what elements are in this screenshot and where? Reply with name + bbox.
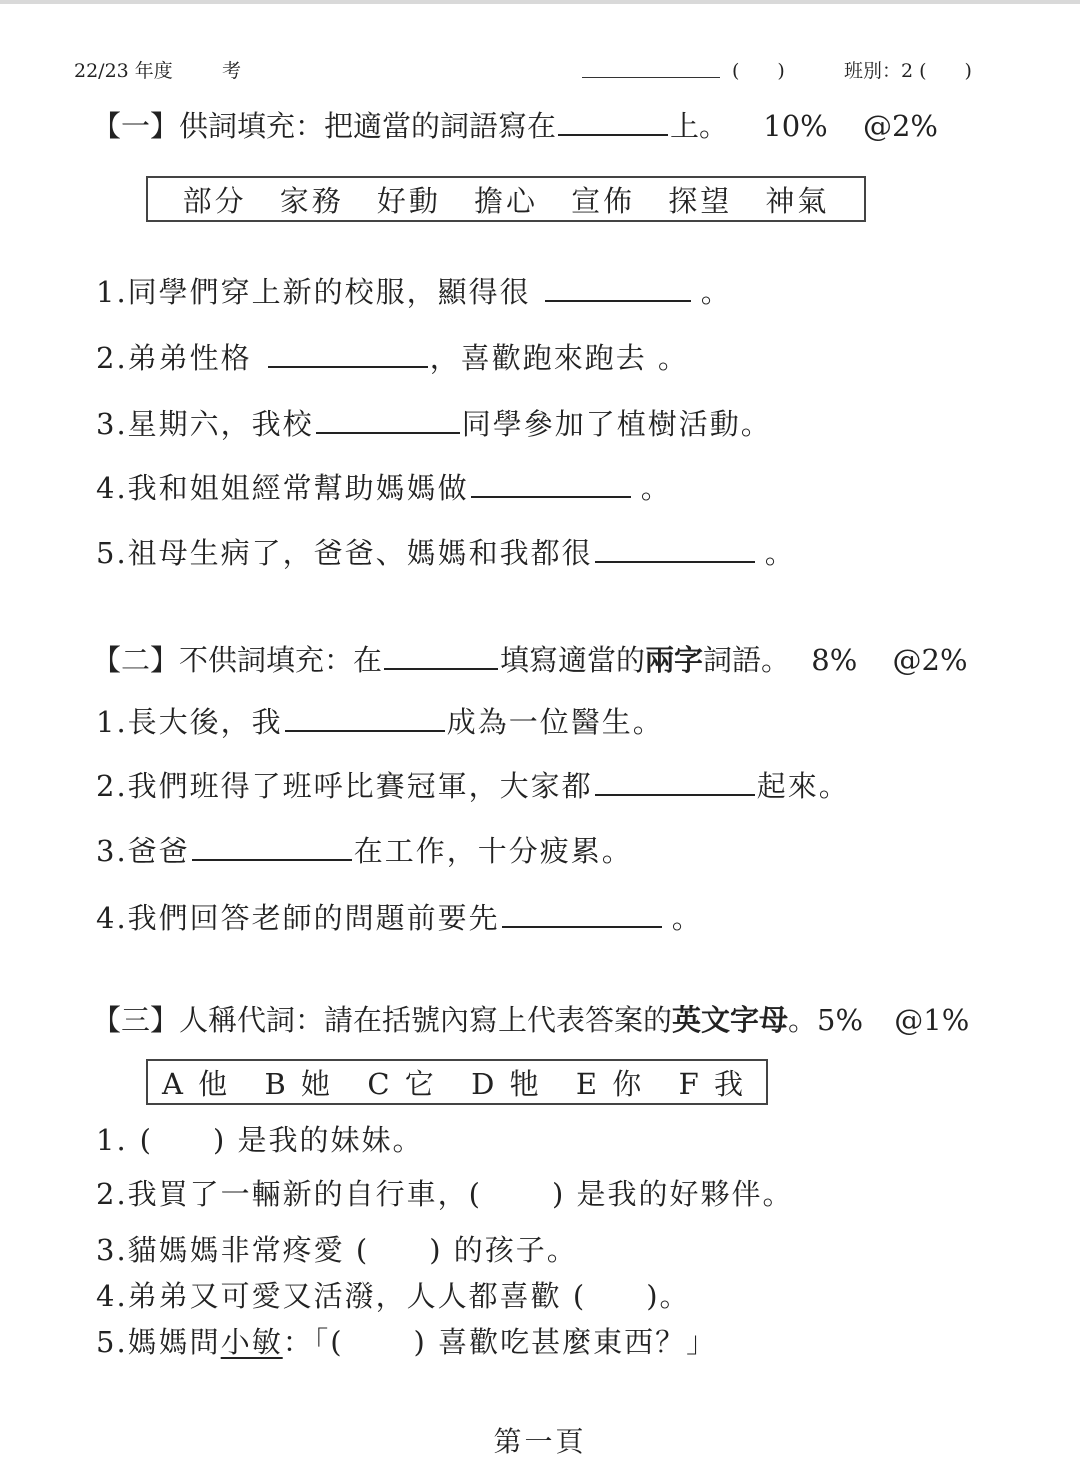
question-text: 長大後，我 <box>127 705 283 739</box>
question-text: 起來。 <box>756 769 850 803</box>
school-year: 22/23 年度 <box>74 60 173 82</box>
pronoun-option: E 你 <box>575 1066 645 1101</box>
s2-question-4 <box>96 896 703 937</box>
word-bank-item: 擔心 <box>473 183 538 218</box>
s2-question-1 <box>96 700 664 741</box>
question-number: 4. <box>96 1279 128 1313</box>
section3-title: 【三】人稱代詞：請在括號內寫上代表答案的 <box>92 1003 673 1037</box>
answer-blank[interactable] <box>595 768 755 796</box>
question-text: 。 <box>640 471 672 505</box>
exam-label: 考 <box>222 60 242 82</box>
question-text: 。 <box>764 536 796 570</box>
question-number: 3. <box>96 834 128 868</box>
section3-score: 5% <box>817 1003 864 1037</box>
section2-title-bold: 兩字 <box>645 643 704 677</box>
page-number: 第一頁 <box>493 1425 587 1458</box>
s3-question-4 <box>96 1274 691 1315</box>
question-text: ，喜歡跑來跑去 。 <box>429 341 689 375</box>
section2-each: @2% <box>892 643 968 677</box>
s2-question-3 <box>96 829 633 870</box>
question-text: 成為一位醫生。 <box>446 705 664 739</box>
word-bank-item: 好動 <box>376 183 441 218</box>
word-bank-item: 家務 <box>279 183 344 218</box>
scan-edge <box>0 0 1080 4</box>
question-number: 2. <box>96 1177 128 1211</box>
section3-title-end: 。 <box>788 1003 818 1037</box>
s3-question-1 <box>96 1118 424 1159</box>
question-number: 5. <box>96 536 128 570</box>
question-text: 弟弟性格 <box>127 341 252 375</box>
question-text: 同學們穿上新的校服，顯得很 <box>127 275 531 309</box>
section3-each: @1% <box>894 1003 970 1037</box>
section2-title-line <box>92 638 968 679</box>
question-number: 3. <box>96 1233 128 1267</box>
pronoun-options <box>146 1059 768 1105</box>
question-text: 我和姐姐經常幫助媽媽做 <box>127 471 469 505</box>
question-text: 我們班得了班呼比賽冠軍，大家都 <box>127 769 593 803</box>
section2-title: 【二】不供詞填充：在 <box>92 643 383 677</box>
s1-question-1 <box>96 270 732 311</box>
answer-blank[interactable] <box>545 274 691 302</box>
pronoun-option: A 他 <box>162 1066 231 1101</box>
section1-title-line <box>92 104 938 145</box>
s1-question-4 <box>96 466 672 507</box>
section3-title-line <box>92 998 969 1039</box>
section1-score: 10% <box>763 109 828 143</box>
pronoun-option: F 我 <box>678 1066 746 1101</box>
pronoun-option: D 牠 <box>471 1066 542 1101</box>
s1-question-3 <box>96 402 772 443</box>
question-number: 2. <box>96 769 128 803</box>
question-text: 祖母生病了，爸爸、媽媽和我都很 <box>127 536 593 570</box>
question-text: 爸爸 <box>127 834 190 868</box>
question-text: 同學參加了植樹活動。 <box>461 407 772 441</box>
pronoun-option: B 她 <box>264 1066 334 1101</box>
answer-blank[interactable] <box>285 704 445 732</box>
word-bank-item: 部分 <box>182 183 247 218</box>
answer-blank[interactable] <box>471 470 631 498</box>
section3-title-bold: 英文字母 <box>672 1003 789 1037</box>
answer-blank[interactable] <box>502 900 662 928</box>
word-bank <box>146 176 866 222</box>
question-text: ) 是我的好夥伴。 <box>552 1177 794 1211</box>
question-text: 貓媽媽非常疼愛 ( <box>127 1233 370 1267</box>
question-number: 1. <box>96 275 128 309</box>
question-number: 1. <box>96 705 128 739</box>
name-blank[interactable] <box>582 59 720 78</box>
question-text: 媽媽問 <box>127 1325 221 1359</box>
answer-blank[interactable] <box>192 833 352 861</box>
section2-score: 8% <box>811 643 858 677</box>
class-number-paren: ( ) <box>732 60 785 82</box>
question-text: 在工作，十分疲累。 <box>353 834 633 868</box>
name-field[interactable] <box>582 56 720 78</box>
s3-question-2 <box>96 1172 794 1213</box>
word-bank-item: 宣佈 <box>571 183 636 218</box>
question-text: ) 的孩子。 <box>429 1233 578 1267</box>
question-number: 5. <box>96 1325 128 1359</box>
question-text: 。 <box>700 275 732 309</box>
question-number: 3. <box>96 407 128 441</box>
answer-blank[interactable] <box>595 535 755 563</box>
question-text: )。 <box>646 1279 691 1313</box>
section1-title: 【一】供詞填充：把適當的詞語寫在 <box>92 109 557 143</box>
section1-title-end: 上。 <box>670 109 729 143</box>
section1-each: @2% <box>862 109 938 143</box>
s2-question-2 <box>96 764 850 805</box>
question-text: ) 是我的妹妹。 <box>213 1123 424 1157</box>
s1-question-2 <box>96 336 689 377</box>
question-number: 2. <box>96 341 128 375</box>
section2-title-mid: 填寫適當的 <box>500 643 646 677</box>
question-number: 4. <box>96 471 128 505</box>
question-text: ) 喜歡吃甚麼東西？」 <box>413 1325 718 1359</box>
question-number: 1. <box>96 1123 128 1157</box>
person-name: 小敏 <box>220 1325 283 1359</box>
word-bank-item: 神氣 <box>765 183 830 218</box>
section2-title-end: 詞語。 <box>703 643 791 677</box>
answer-blank[interactable] <box>268 340 428 368</box>
question-text: 我買了一輛新的自行車，( <box>127 1177 482 1211</box>
question-number: 4. <box>96 901 128 935</box>
question-text: ( <box>139 1123 153 1157</box>
question-text: 星期六，我校 <box>127 407 314 441</box>
question-text: 。 <box>671 901 703 935</box>
s3-question-3 <box>96 1228 578 1269</box>
s1-question-5 <box>96 531 796 572</box>
s3-question-5 <box>96 1320 717 1361</box>
word-bank-item: 探望 <box>668 183 733 218</box>
pronoun-option: C 它 <box>367 1066 437 1101</box>
question-text: 我們回答老師的問題前要先 <box>127 901 500 935</box>
question-text: ：「( <box>282 1325 344 1359</box>
question-text: 弟弟又可愛又活潑，人人都喜歡 ( <box>127 1279 587 1313</box>
section1-title-blank <box>558 108 668 136</box>
class-label: 班別：2 ( ) <box>844 60 972 82</box>
section2-title-blank <box>384 642 498 670</box>
answer-blank[interactable] <box>316 406 460 434</box>
